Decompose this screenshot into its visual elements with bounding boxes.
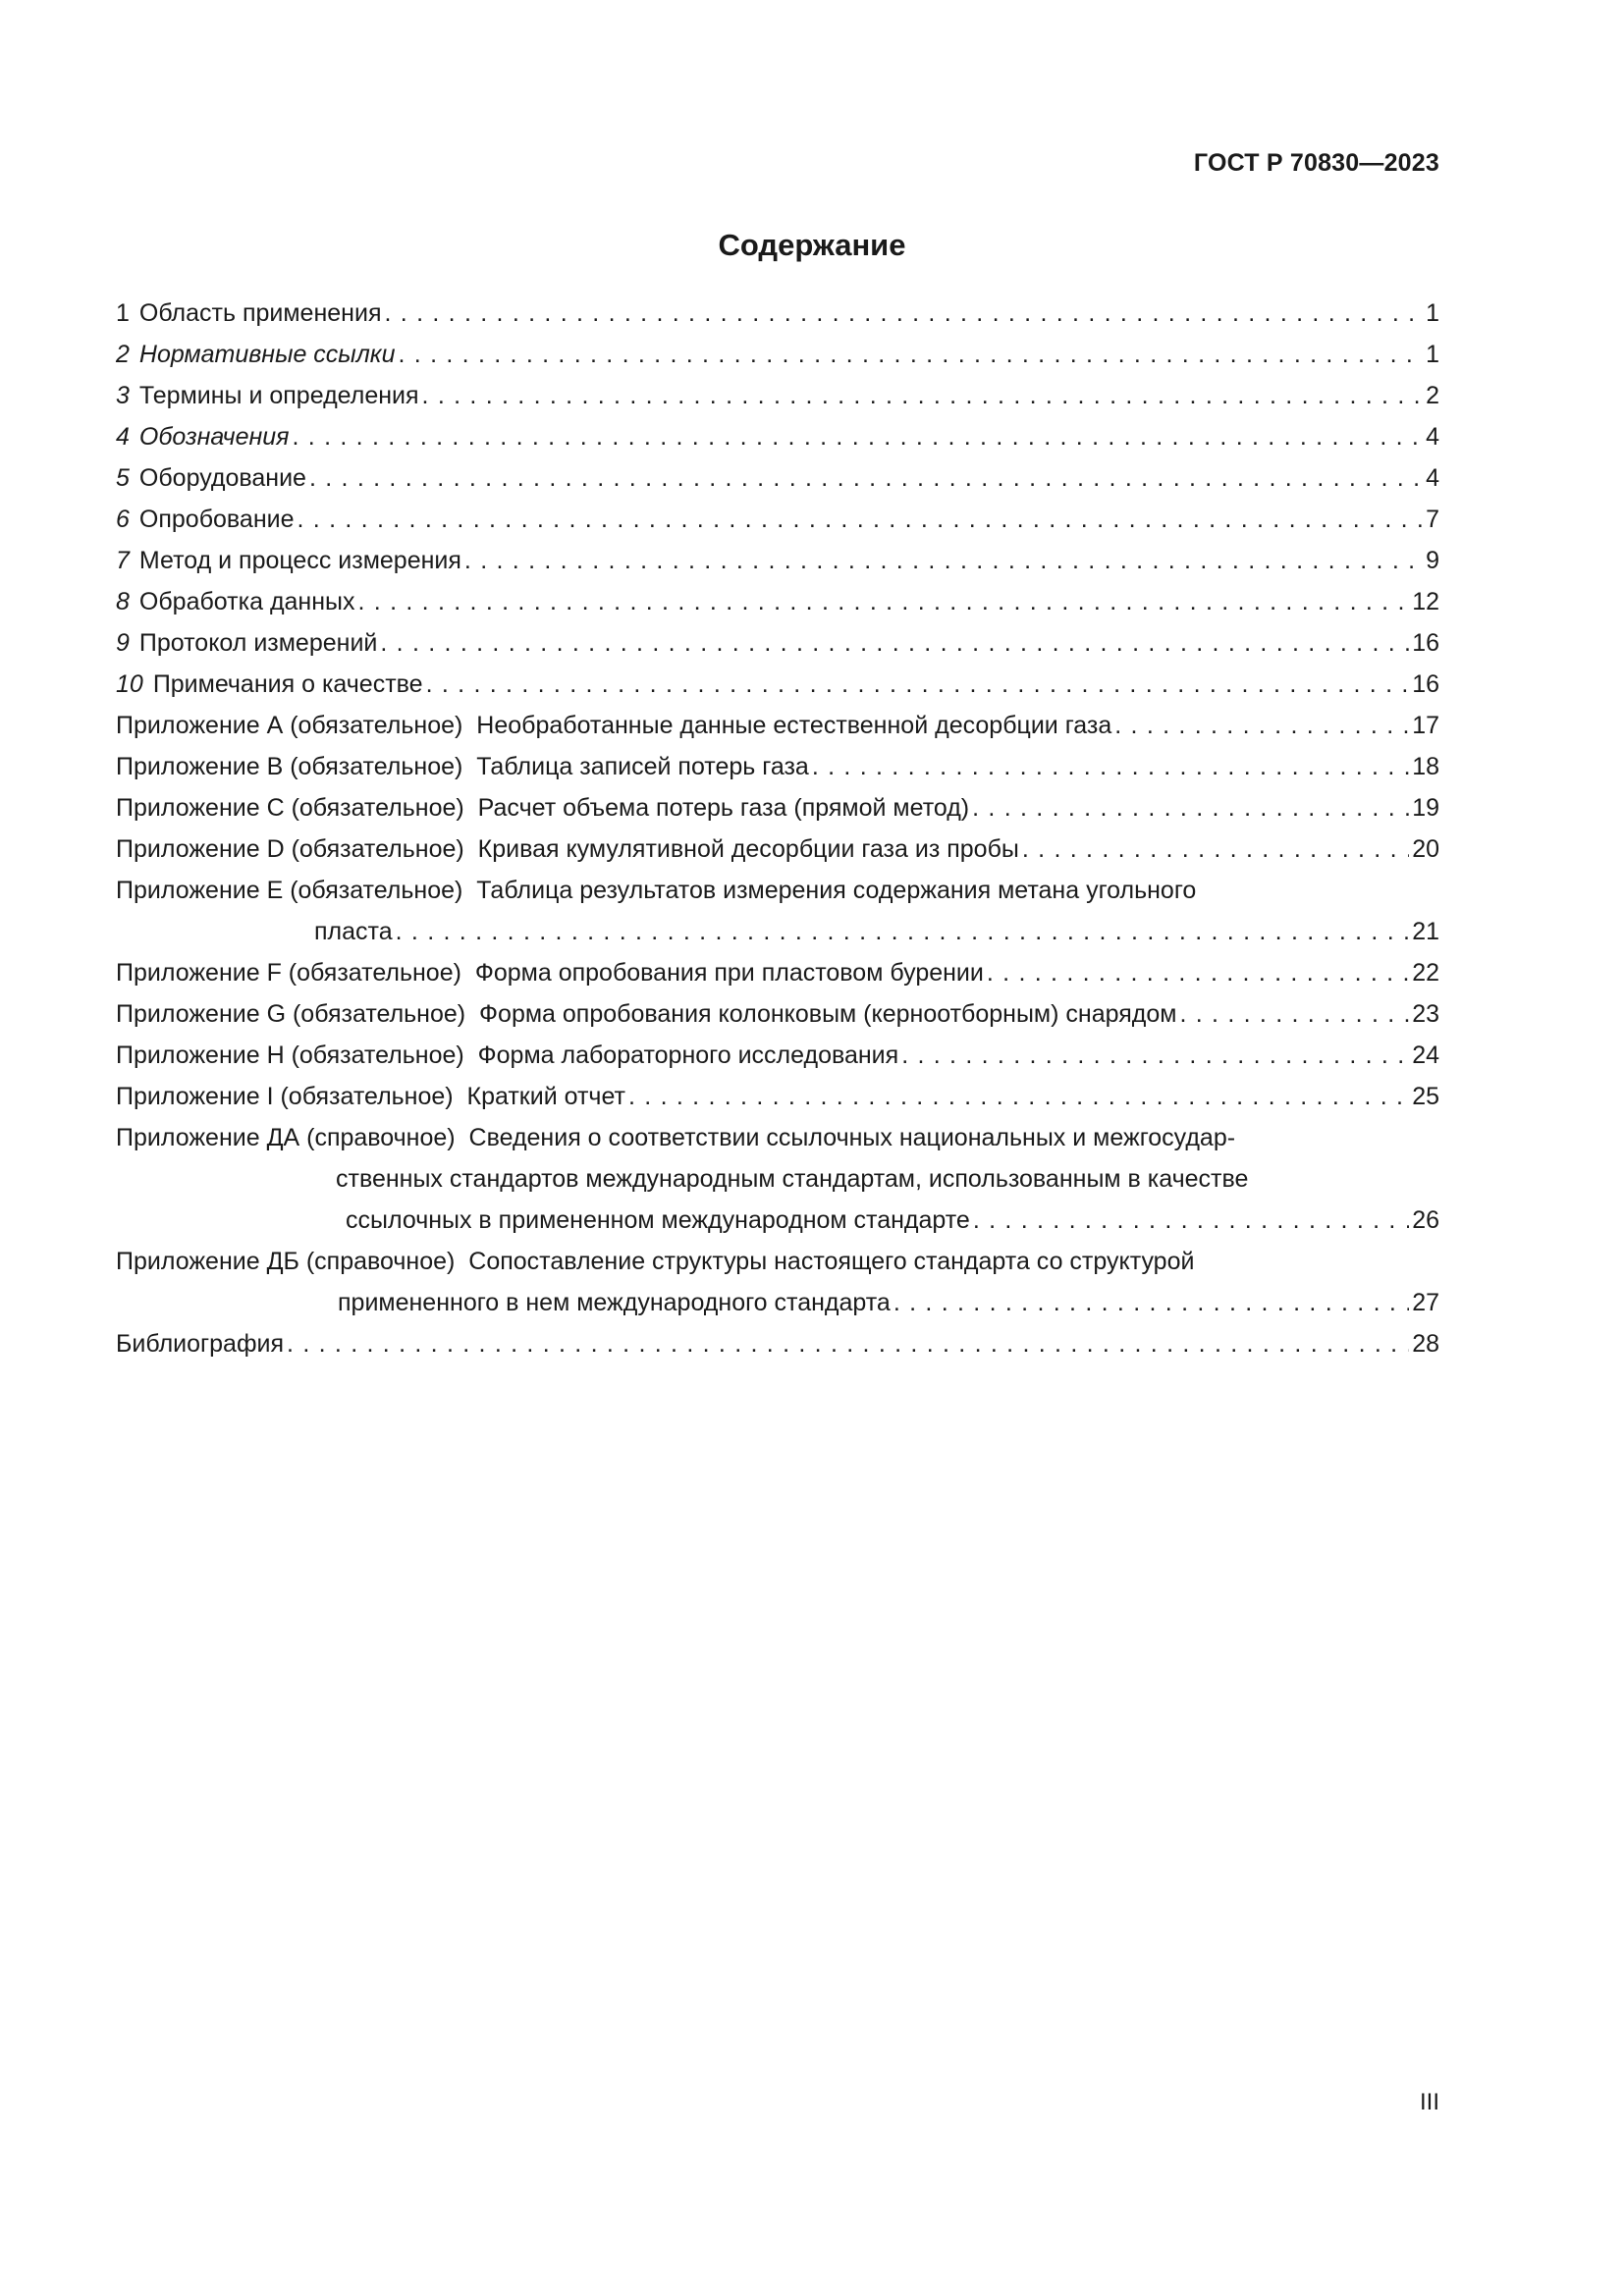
toc-entry-text <box>116 334 396 375</box>
document-id: ГОСТ Р 70830—2023 <box>1193 149 1439 177</box>
dot-leader <box>973 1200 1409 1241</box>
dot-leader <box>972 787 1409 828</box>
dot-leader <box>901 1035 1409 1076</box>
dot-leader <box>293 416 1424 457</box>
appendix-label: Приложение Е (обязательное) <box>116 877 463 904</box>
toc-appendix-continuation <box>116 1200 1439 1241</box>
toc-entry-page: 26 <box>1412 1206 1439 1234</box>
toc-appendix-entry[interactable] <box>116 746 1439 787</box>
dot-leader <box>464 540 1423 581</box>
appendix-title: Расчет объема потерь газа (прямой метод) <box>477 794 970 822</box>
toc-entry[interactable] <box>116 416 1439 457</box>
appendix-title: Сведения о соответствии ссылочных национальных и межгосудар- <box>468 1124 1236 1151</box>
toc-entry[interactable] <box>116 540 1439 581</box>
toc-entry-text <box>116 540 461 581</box>
appendix-title: Необработанные данные естественной десорбции газа <box>476 712 1112 739</box>
toc-entry-number: 1 <box>116 299 130 327</box>
appendix-label: Приложение D (обязательное) <box>116 835 464 863</box>
appendix-text <box>116 952 984 993</box>
appendix-title: Таблица результатов измерения содержания метана угольного <box>476 877 1197 904</box>
appendix-label: Приложение I (обязательное) <box>116 1083 454 1110</box>
toc-entry-page: 4 <box>1426 423 1439 451</box>
toc-entry-number: 9 <box>116 629 130 657</box>
appendix-text <box>116 1035 898 1076</box>
toc-entry-title: Опробование <box>138 506 295 533</box>
toc-entry[interactable] <box>116 664 1439 705</box>
toc-entry-page: 1 <box>1426 299 1439 327</box>
toc-entry-number: 2 <box>116 341 130 368</box>
toc-entry-page: 23 <box>1412 1000 1439 1028</box>
toc-entry-number: 10 <box>116 670 143 698</box>
toc-entry-number: 8 <box>116 588 130 615</box>
appendix-label: Приложение Н (обязательное) <box>116 1041 464 1069</box>
toc-entry-page: 4 <box>1426 464 1439 492</box>
toc-entry[interactable] <box>116 622 1439 664</box>
appendix-title: Таблица записей потерь газа <box>476 753 809 780</box>
toc-entry-title: Метод и процесс измерения <box>138 547 461 574</box>
appendix-title-continuation: примененного в нем международного стандарта <box>338 1289 891 1316</box>
appendix-text <box>116 746 809 787</box>
toc-appendix-entry[interactable] <box>116 952 1439 993</box>
appendix-label: Приложение ДБ (справочное) <box>116 1248 456 1275</box>
dot-leader <box>399 334 1424 375</box>
toc-entry-page: 9 <box>1426 547 1439 574</box>
toc-entry-title: Примечания о качестве <box>152 670 423 698</box>
appendix-label: Приложение G (обязательное) <box>116 1000 466 1028</box>
appendix-label: Приложение А (обязательное) <box>116 712 463 739</box>
appendix-title: Форма опробования колонковым (керноотборным) снарядом <box>479 1000 1177 1028</box>
toc-title: Содержание <box>718 228 906 262</box>
toc-entry-text <box>116 664 423 705</box>
toc-entry[interactable] <box>116 334 1439 375</box>
toc-entry-text <box>116 293 381 334</box>
toc-entry-title: Нормативные ссылки <box>138 341 396 368</box>
bibliography-title: Библиография <box>116 1330 285 1358</box>
dot-leader <box>1022 828 1409 870</box>
toc-appendix-entry[interactable] <box>116 1076 1439 1117</box>
toc-entry-page: 21 <box>1412 918 1439 945</box>
toc-entry-text <box>116 375 419 416</box>
toc-appendix-entry[interactable] <box>116 1117 1439 1158</box>
toc-entry-number: 5 <box>116 464 130 492</box>
appendix-title-continuation: ственных стандартов международным стандартам, использованным в качестве <box>336 1165 1249 1193</box>
toc-entry-text <box>116 499 295 540</box>
toc-entry[interactable] <box>116 457 1439 499</box>
page-number: III <box>1419 2089 1439 2115</box>
appendix-text <box>116 993 1176 1035</box>
dot-leader <box>287 1323 1409 1364</box>
dot-leader <box>358 581 1410 622</box>
appendix-label: Приложение ДА (справочное) <box>116 1124 456 1151</box>
appendix-title: Форма опробования при пластовом бурении <box>474 959 984 987</box>
toc-appendix-entry[interactable] <box>116 870 1439 911</box>
appendix-title-continuation: пласта <box>314 918 393 945</box>
toc-entry-number: 3 <box>116 382 130 409</box>
dot-leader <box>384 293 1423 334</box>
toc-entry-number: 6 <box>116 506 130 533</box>
toc-appendix-continuation <box>116 1158 1439 1200</box>
toc-entry-page: 16 <box>1412 629 1439 657</box>
appendix-label: Приложение F (обязательное) <box>116 959 461 987</box>
toc-entry-text <box>116 457 306 499</box>
toc-entry-page: 1 <box>1426 341 1439 368</box>
toc-appendix-continuation <box>116 1282 1439 1323</box>
toc-entry-title: Обозначения <box>138 423 290 451</box>
appendix-text <box>116 1076 625 1117</box>
appendix-text <box>116 787 969 828</box>
appendix-title: Форма лабораторного исследования <box>477 1041 899 1069</box>
dot-leader <box>893 1282 1409 1323</box>
toc-appendix-entry[interactable] <box>116 787 1439 828</box>
toc-entry-title: Оборудование <box>138 464 306 492</box>
toc-entry-page: 27 <box>1412 1289 1439 1316</box>
appendix-text <box>116 705 1111 746</box>
toc-appendix-entry[interactable] <box>116 993 1439 1035</box>
dot-leader <box>987 952 1409 993</box>
appendix-title: Сопоставление структуры настоящего стандарта со структурой <box>468 1248 1195 1275</box>
toc-entry-title: Протокол измерений <box>138 629 378 657</box>
toc-entry-page: 7 <box>1426 506 1439 533</box>
dot-leader <box>426 664 1410 705</box>
appendix-label: Приложение С (обязательное) <box>116 794 464 822</box>
appendix-title: Кривая кумулятивной десорбции газа из пробы <box>477 835 1019 863</box>
toc-entry-page: 22 <box>1412 959 1439 987</box>
toc-bibliography-entry[interactable] <box>116 1323 1439 1364</box>
toc-entry[interactable] <box>116 375 1439 416</box>
dot-leader <box>1114 705 1409 746</box>
toc-entry[interactable] <box>116 581 1439 622</box>
toc-appendix-entry[interactable] <box>116 1241 1439 1282</box>
dot-leader <box>1179 993 1409 1035</box>
dot-leader <box>396 911 1410 952</box>
toc-appendix-entry[interactable] <box>116 705 1439 746</box>
appendix-label: Приложение В (обязательное) <box>116 753 463 780</box>
dot-leader <box>422 375 1424 416</box>
toc-entry[interactable] <box>116 293 1439 334</box>
toc-entry-page: 12 <box>1412 588 1439 615</box>
toc-entry-page: 24 <box>1412 1041 1439 1069</box>
toc-entry-title: Термины и определения <box>138 382 419 409</box>
toc-entry-number: 4 <box>116 423 130 451</box>
toc-entry-page: 16 <box>1412 670 1439 698</box>
toc-entry-page: 25 <box>1412 1083 1439 1110</box>
toc-entry[interactable] <box>116 499 1439 540</box>
toc-entry-page: 18 <box>1412 753 1439 780</box>
toc-entry-page: 17 <box>1412 712 1439 739</box>
toc-entry-text <box>116 416 290 457</box>
toc-entry-title: Обработка данных <box>138 588 355 615</box>
toc-entry-title: Область применения <box>138 299 382 327</box>
dot-leader <box>298 499 1424 540</box>
dot-leader <box>812 746 1409 787</box>
toc-entry-page: 2 <box>1426 382 1439 409</box>
toc-appendix-entry[interactable] <box>116 828 1439 870</box>
toc-entry-page: 19 <box>1412 794 1439 822</box>
toc-entry-number: 7 <box>116 547 130 574</box>
table-of-contents <box>116 293 1439 1364</box>
appendix-title: Краткий отчет <box>466 1083 625 1110</box>
toc-entry-text <box>116 581 355 622</box>
appendix-title-continuation: ссылочных в примененном международном стандарте <box>346 1206 970 1234</box>
toc-entry-text <box>116 622 377 664</box>
toc-appendix-entry[interactable] <box>116 1035 1439 1076</box>
toc-entry-page: 28 <box>1412 1330 1439 1358</box>
dot-leader <box>309 457 1423 499</box>
dot-leader <box>380 622 1409 664</box>
dot-leader <box>628 1076 1409 1117</box>
toc-entry-page: 20 <box>1412 835 1439 863</box>
toc-appendix-continuation <box>116 911 1439 952</box>
appendix-text <box>116 828 1019 870</box>
